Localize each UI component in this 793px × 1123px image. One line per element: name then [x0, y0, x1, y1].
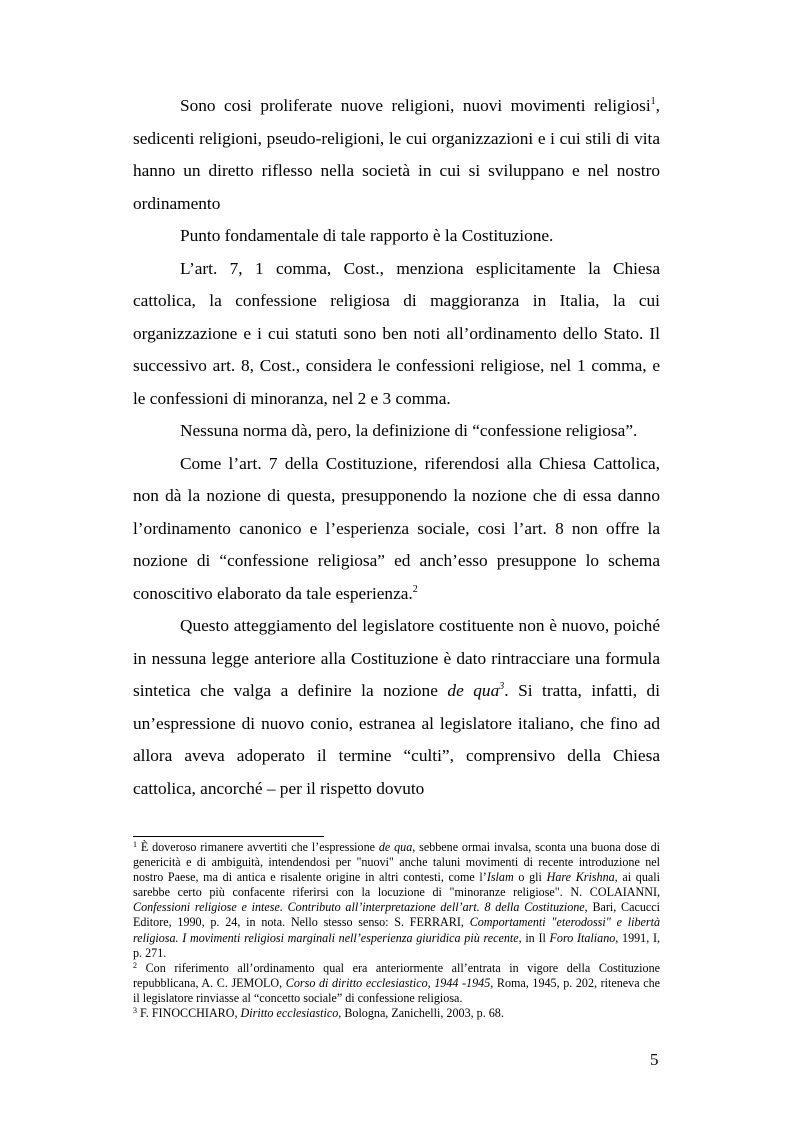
- footnote-2-number: 2: [133, 960, 137, 970]
- footnote-separator: [133, 836, 324, 837]
- footnote-1-text: È doveroso rimanere avvertiti che l’espressione: [137, 840, 379, 854]
- footnote-ref-2: 2: [412, 583, 418, 595]
- footnote-1-number: 1: [133, 840, 137, 849]
- footnote-2: [133, 961, 660, 1006]
- footnote-2-text: Con riferimento all’ordinamento qual era anteriormente all’entrata in vigore della Costituzione repubblicana, A. C. JEMOLO,: [133, 960, 660, 990]
- footnote-1: [133, 840, 660, 961]
- footnote-3-text: F. FINOCCHIARO,: [137, 1006, 241, 1021]
- footnote-3-text: , Bologna, Zanichelli, 2003, p. 68.: [338, 1006, 504, 1021]
- paragraph-6-italic: de qua: [447, 681, 500, 700]
- paragraph-5-text: Come l’art. 7 della Costituzione, riferendosi alla Chiesa Cattolica, non dà la nozione di questa, presupponendo la nozione che di essa danno l’ordinamento canonico e l’esperienza sociale, cosi l’art. 8 non offre la nozione di “confessione religiosa” ed anch’esso presuppone lo schema conoscitivo elaborato da tale esperienza.: [133, 453, 660, 603]
- footnote-ref-1: 1: [650, 96, 656, 107]
- footnote-1-text: , ai quali sarebbe certo più confacente riferirsi con la locuzione di "minoranze religiose". N. COLAIANNI,: [133, 870, 660, 900]
- paragraph-1: [133, 90, 660, 220]
- footnote-3: [133, 1006, 660, 1021]
- footnote-1-italic: de qua: [378, 840, 413, 854]
- footnote-1-italic: Islam: [486, 870, 514, 885]
- paragraph-6-text-cont: . Si tratta, infatti, di un’espressione di nuovo conio, estranea al legislatore italiano, che fino ad allora aveva adoperato il termine “culti”, comprensivo della Chiesa cattolica, ancorché – per il rispetto dovuto: [133, 681, 661, 798]
- footnote-3-number: 3: [133, 1006, 137, 1016]
- paragraph-3: L’art. 7, 1 comma, Cost., menziona esplicitamente la Chiesa cattolica, la confessione religiosa di maggioranza in Italia, la cui organizzazione e i cui statuti sono ben noti all’ordinamento dello Stato. Il successivo art. 8, Cost., considera le confessioni religiose, nel 1 comma, e le confessioni di minoranza, nel 2 e 3 comma.: [133, 258, 660, 408]
- footnote-2-italic: Corso di diritto ecclesiastico, 1944 -1945: [285, 975, 491, 990]
- footnote-2-text: , Roma, 1945, p. 202, riteneva che il legislatore rinviasse al “concetto sociale” di confessione religiosa.: [133, 975, 660, 1005]
- footnotes: [133, 840, 660, 1021]
- paragraph-6: [133, 610, 660, 805]
- footnote-1-text: , in Il: [518, 930, 550, 945]
- footnote-ref-3-num: 3: [499, 681, 505, 692]
- footnote-1-italic: Confessioni religiose e intese. Contributo all’interpretazione dell’art. 8 della Costituzione,: [133, 900, 588, 915]
- footnote-3-italic: Diritto ecclesiastico: [240, 1006, 339, 1021]
- body-text: [133, 90, 660, 805]
- footnote-1-text: Bari, Cacucci Editore, 1990, p. 24, in nota. Nello stesso senso: S. FERRARI,: [133, 900, 660, 930]
- footnote-1-text: , sebbene ormai invalsa, sconta una buona dose di genericità e di ambiguità, intendendosi per "nuovi" anche taluni movimenti di recente introduzione nel nostro Paese, ma di antica e risalente origine in altri contesti, come l’: [133, 840, 660, 885]
- paragraph-1-text-cont: , sedicenti religioni, pseudo-religioni, le cui organizzazioni e i cui stili di vita hanno un diretto riflesso nella società in cui si sviluppano e nel nostro ordinamento: [133, 96, 660, 213]
- page-number: 5: [650, 1050, 659, 1069]
- paragraph-4: Nessuna norma dà, pero, la definizione di “confessione religiosa”.: [180, 421, 638, 440]
- footnote-1-italic: Comportamenti "eterodossi" e libertà religiosa. I movimenti religiosi marginali nell’esperienza giuridica più recente: [133, 915, 660, 945]
- footnote-1-text: o gli: [513, 870, 547, 885]
- footnote-1-text: , 1991, I, p. 271.: [133, 930, 660, 960]
- footnote-1-italic: Hare Krishna: [546, 870, 615, 885]
- paragraph-5: [133, 448, 660, 611]
- paragraph-1-text: Sono cosi proliferate nuove religioni, nuovi movimenti religiosi: [180, 96, 651, 115]
- footnote-1-italic: Foro Italiano: [549, 930, 616, 945]
- paragraph-6-text: Questo atteggiamento del legislatore costituente non è nuovo, poiché in nessuna legge anteriore alla Costituzione è dato rintracciare una formula sintetica che valga a definire la nozione: [133, 616, 660, 700]
- paragraph-2: Punto fondamentale di tale rapporto è la Costituzione.: [180, 226, 554, 245]
